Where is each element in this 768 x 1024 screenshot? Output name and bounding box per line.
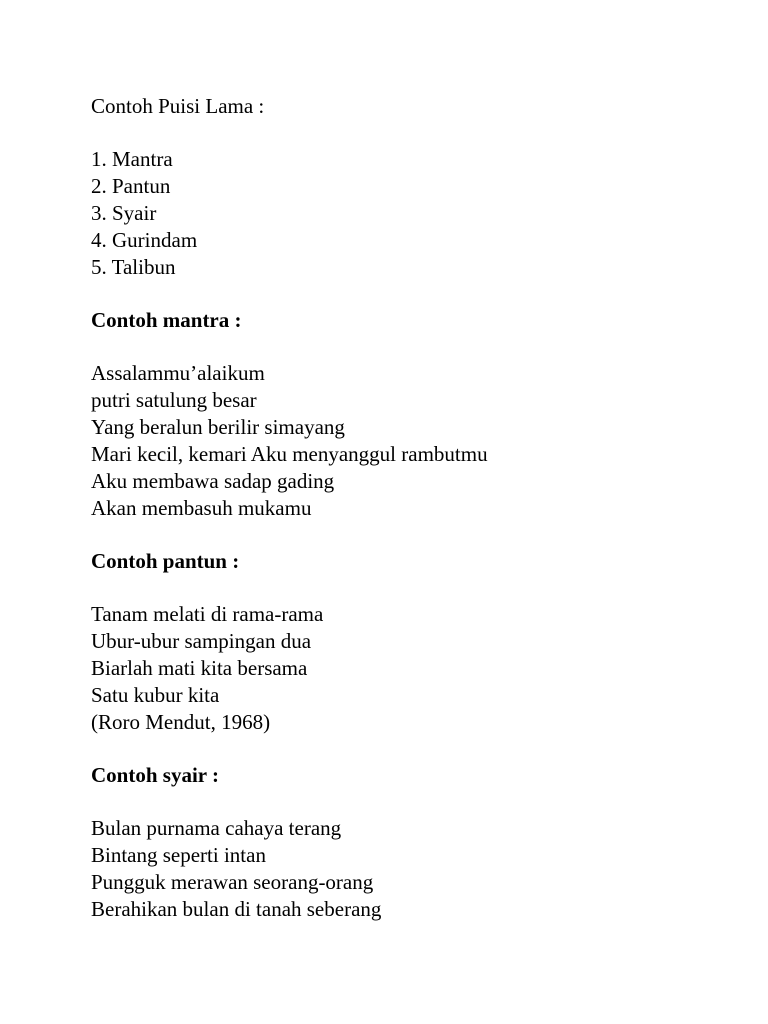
list-item: 2. Pantun [91,174,171,198]
spacer [91,736,731,762]
poem-citation: (Roro Mendut, 1968) [91,710,271,734]
poem-type-list [91,146,731,281]
spacer [91,789,731,815]
poem-line: Bintang seperti intan [91,843,266,867]
poem-line: Assalammu’alaikum [91,361,265,385]
spacer [91,522,731,548]
mantra-section [91,307,731,522]
poem-line: Akan membasuh mukamu [91,496,312,520]
list-item: 1. Mantra [91,147,173,171]
poem-line: Ubur-ubur sampingan dua [91,629,312,653]
section-heading-pantun: Contoh pantun : [91,549,240,573]
poem-line: Mari kecil, kemari Aku menyanggul rambutmu [91,442,488,466]
spacer [91,334,731,360]
list-item: 3. Syair [91,201,157,225]
poem-line: Pungguk merawan seorang-orang [91,870,374,894]
poem-line: Bulan purnama cahaya terang [91,816,342,840]
list-item: 5. Talibun [91,255,176,279]
list-item: 4. Gurindam [91,228,198,252]
spacer [91,575,731,601]
syair-section [91,762,731,923]
poem-line: Aku membawa sadap gading [91,469,335,493]
poem-line: Tanam melati di rama-rama [91,602,324,626]
document-page [91,93,731,923]
section-heading-syair: Contoh syair : [91,763,219,787]
spacer [91,120,731,146]
poem-line: putri satulung besar [91,388,257,412]
poem-line: Berahikan bulan di tanah seberang [91,897,382,921]
poem-line: Satu kubur kita [91,683,220,707]
section-heading-mantra: Contoh mantra : [91,308,242,332]
poem-line: Biarlah mati kita bersama [91,656,308,680]
pantun-section [91,548,731,736]
poem-line: Yang beralun berilir simayang [91,415,345,439]
document-title: Contoh Puisi Lama : [91,94,265,118]
spacer [91,281,731,307]
